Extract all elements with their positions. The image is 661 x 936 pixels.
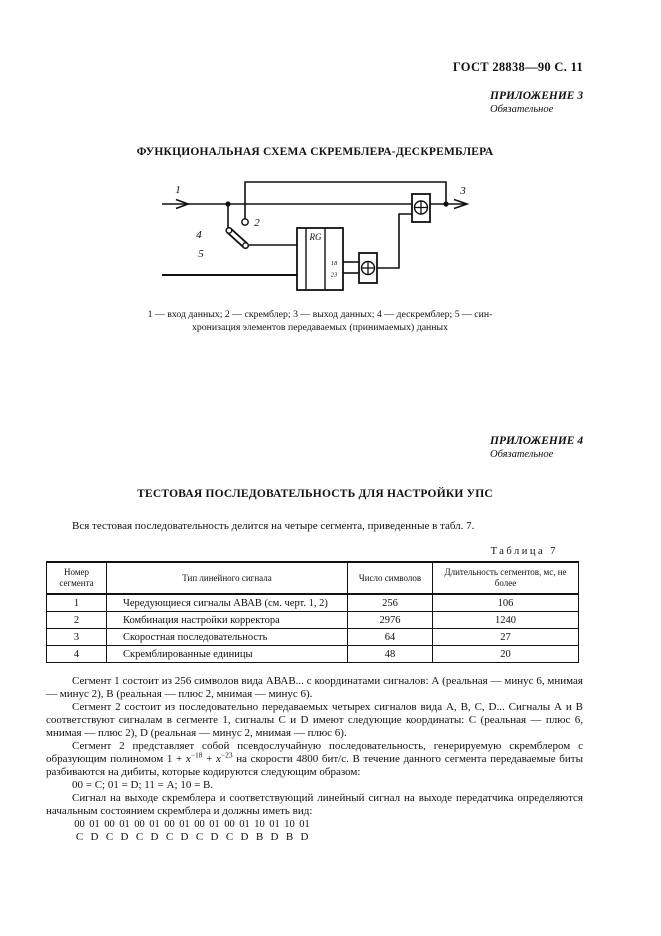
table-cell: 2 (47, 612, 107, 629)
register-block (297, 228, 343, 290)
appendix-3-title: ПРИЛОЖЕНИЕ 3 (490, 90, 584, 102)
sequence-column (87, 818, 102, 844)
polynomial-paragraph (46, 740, 583, 779)
table-cell: 256 (348, 594, 433, 612)
dibit-value: 00 (134, 819, 145, 830)
segment1-paragraph: Сегмент 1 состоит из 256 символов вида АВАВ... с координатами сигналов: А (реальная — минус 6, мнимая — минус 2), В (реальная — плюс 2, мнимая — минус 6). (46, 675, 583, 700)
sequence-column (192, 818, 207, 844)
scrambler-number-label: 2 (254, 217, 260, 229)
scrambler-diagram (150, 172, 480, 317)
sequence-column (207, 818, 222, 844)
sequence-column (282, 818, 297, 844)
sync-number-label: 5 (198, 248, 204, 260)
dibit-coding-rule: 00 = С; 01 = D; 11 = А; 10 = В. (72, 779, 214, 791)
dibit-value: 01 (299, 819, 310, 830)
table-cell: 20 (433, 646, 579, 663)
appendix-3-subtitle: Обязательное (490, 104, 554, 115)
table-cell: 27 (433, 629, 579, 646)
table-cell: 4 (47, 646, 107, 663)
dibit-value: 01 (239, 819, 250, 830)
polynomial-x2: x (215, 753, 221, 765)
dibit-value: 00 (224, 819, 235, 830)
table-cell: Скоростная последовательность (107, 629, 348, 646)
diagram-caption (70, 308, 570, 334)
dibit-value: 01 (119, 819, 130, 830)
segments-table (46, 561, 579, 663)
appendix-4-title: ПРИЛОЖЕНИЕ 4 (490, 435, 584, 447)
signal-letter: D (300, 831, 309, 843)
caption-line-2: хронизация элементов передаваемых (принимаемых) данных (191, 322, 449, 333)
dibit-value: 01 (149, 819, 160, 830)
table-cell: 3 (47, 629, 107, 646)
appendix-4-block (490, 435, 583, 461)
signal-letter: С (75, 831, 84, 843)
signal-letter: С (105, 831, 114, 843)
polynomial-text-before: Сегмент 2 представляет собой псевдослучайную последовательность, генерируемую скремблером с образующим полиномом 1 + (46, 740, 583, 765)
sequence-column (267, 818, 282, 844)
signal-letter: D (240, 831, 249, 843)
scheme-title: ФУНКЦИОНАЛЬНАЯ СХЕМА СКРЕМБЛЕРА-ДЕСКРЕМБЛЕРА (136, 146, 494, 158)
caption-line-1: 1 — вход данных; 2 — скремблер; 3 — выход данных; 4 — дескремблер; 5 — син- (147, 309, 493, 320)
table-row (47, 629, 579, 646)
test-sequence-title: ТЕСТОВАЯ ПОСЛЕДОВАТЕЛЬНОСТЬ ДЛЯ НАСТРОЙКИ УПС (137, 488, 493, 500)
input-number-label: 1 (175, 184, 181, 196)
tap-lower-label: 23 (330, 271, 338, 279)
table-header-cell: Номер сегмента (47, 562, 107, 594)
junction-dot-output (443, 201, 448, 206)
xor-block-lower (359, 253, 377, 283)
junction-dot-input (225, 201, 230, 206)
output-signal-paragraph: Сигнал на выходе скремблера и соответствующий линейный сигнал на выходе передатчика определяются начальным состоянием скремблера и должны иметь вид: (46, 792, 583, 817)
sequence-column (162, 818, 177, 844)
scrambler-contact-dot (242, 219, 248, 225)
xor-feed-line (377, 214, 412, 268)
body-text-block (46, 675, 583, 844)
dibit-value: 01 (209, 819, 220, 830)
table-cell: Скремблированные единицы (107, 646, 348, 663)
segments-table-header-row (47, 562, 579, 594)
descrambler-number-label: 4 (196, 229, 202, 241)
sequence-column (237, 818, 252, 844)
doc-code-header: ГОСТ 28838—90 С. 11 (452, 60, 583, 74)
table-cell: 1240 (433, 612, 579, 629)
table-row (47, 646, 579, 663)
sequence-column (102, 818, 117, 844)
signal-letter: D (90, 831, 99, 843)
intro-paragraph: Вся тестовая последовательность делится на четыре сегмента, приведенные в табл. 7. (72, 520, 475, 532)
signal-letter: С (135, 831, 144, 843)
table-cell: 1 (47, 594, 107, 612)
table-cell: 2976 (348, 612, 433, 629)
sequence-column (147, 818, 162, 844)
dibit-value: 00 (194, 819, 205, 830)
sequence-column (222, 818, 237, 844)
table-cell: Чередующиеся сигналы АВАВ (см. черт. 1, 2) (107, 594, 348, 612)
signal-letter: D (180, 831, 189, 843)
sequence-column (132, 818, 147, 844)
polynomial-x1: x (185, 753, 191, 765)
signal-letter: В (285, 831, 294, 843)
sequence-column (297, 818, 312, 844)
table-cell: 48 (348, 646, 433, 663)
sequence-column (72, 818, 87, 844)
register-label: RG (309, 232, 322, 242)
appendix-3-block (490, 90, 583, 116)
table-cell: 64 (348, 629, 433, 646)
dibit-value: 00 (104, 819, 115, 830)
signal-letter: С (225, 831, 234, 843)
signal-letter: D (210, 831, 219, 843)
dibit-value: 00 (74, 819, 85, 830)
signal-letter: D (270, 831, 279, 843)
table-cell: Комбинация настройки корректора (107, 612, 348, 629)
table-row (47, 612, 579, 629)
dibit-value: 01 (269, 819, 280, 830)
polynomial-plus: + (202, 753, 216, 765)
polynomial-exponent-1: −18 (190, 750, 203, 760)
table-7-label: Таблица 7 (490, 546, 558, 557)
dibit-value: 01 (179, 819, 190, 830)
signal-letter: С (195, 831, 204, 843)
segments-table-wrap (46, 561, 579, 663)
signal-letter: С (165, 831, 174, 843)
signal-letter: В (255, 831, 264, 843)
sequence-column (117, 818, 132, 844)
polynomial-text-after: на скорости 4800 бит/с. В течение данного сегмента передаваемые биты разбиваются на дибиты, которые кодируются следующим образом: (46, 753, 583, 778)
table-cell: 106 (433, 594, 579, 612)
dibit-value: 10 (254, 819, 265, 830)
appendix-4-subtitle: Обязательное (490, 449, 554, 460)
sequence-column (252, 818, 267, 844)
table-row (47, 594, 579, 612)
sequence-grid (72, 818, 583, 844)
tap-upper-label: 18 (330, 260, 338, 267)
table-header-cell: Тип линейного сигнала (107, 562, 348, 594)
segment2-paragraph: Сегмент 2 состоит из последовательно передаваемых четырех сигналов вида А, В, С, D... Сигналы А и В соответствуют сигналам в сегменте 1, сигналы С и D имеют следующие координаты: С (реальная — плюс 6, мнимая — плюс 2), D (реальная — минус 2, мнимая — плюс 6). (46, 701, 583, 739)
signal-letter: D (120, 831, 129, 843)
xor-block-upper (412, 194, 430, 222)
switch-lever (226, 228, 248, 248)
segments-table-body (47, 594, 579, 663)
dibit-value: 10 (284, 819, 295, 830)
dibit-value: 00 (164, 819, 175, 830)
table-header-cell: Число символов (348, 562, 433, 594)
polynomial-exponent-2: −23 (220, 750, 233, 760)
dibit-value: 01 (89, 819, 100, 830)
table-header-cell: Длительность сегментов, мс, не более (433, 562, 579, 594)
signal-letter: D (150, 831, 159, 843)
output-number-label: 3 (460, 185, 466, 197)
sequence-column (177, 818, 192, 844)
